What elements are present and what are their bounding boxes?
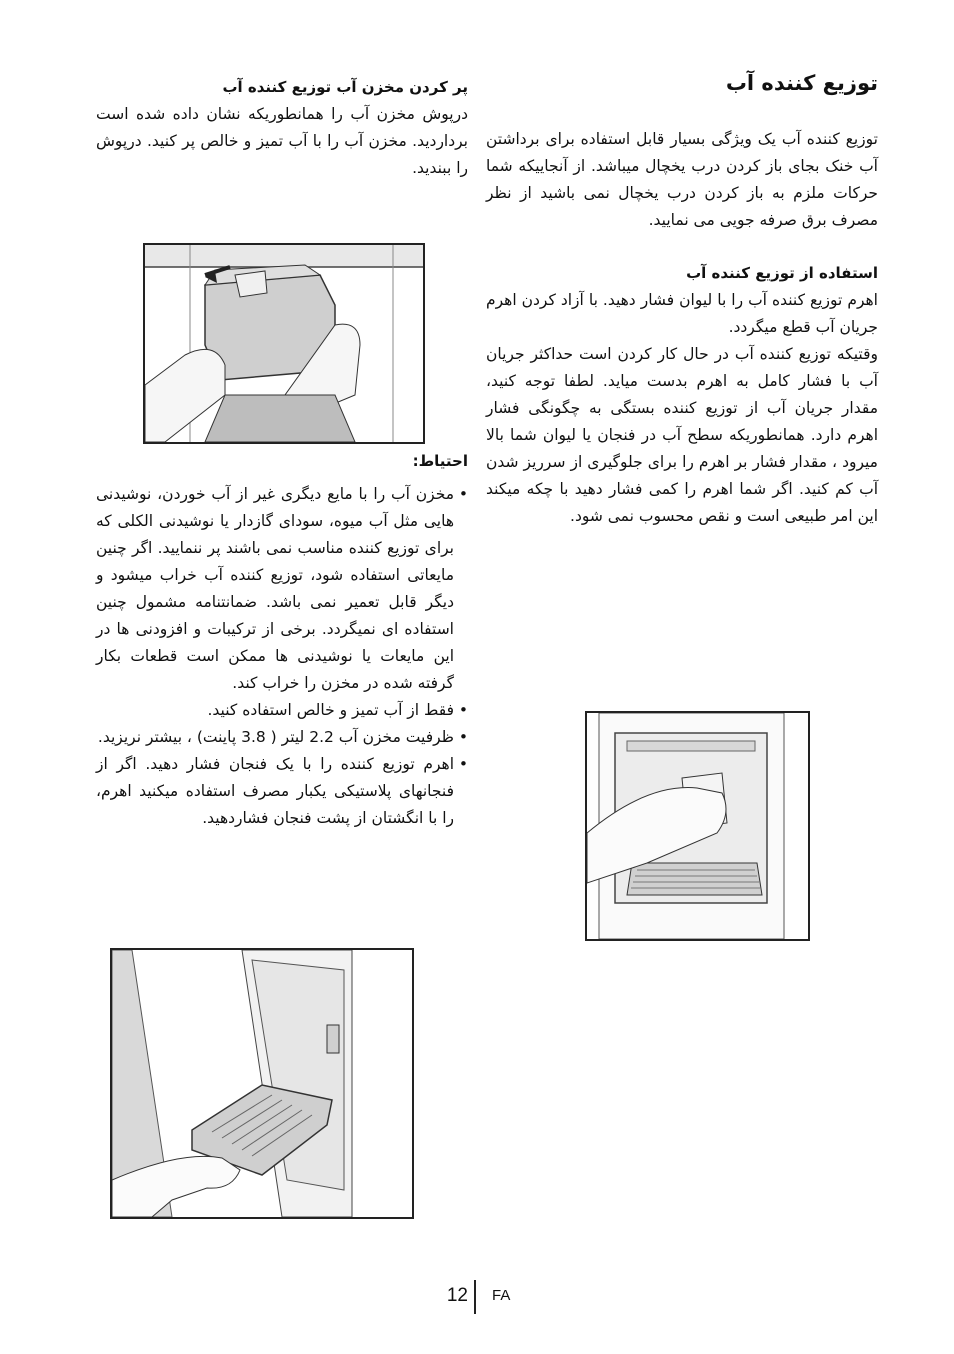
- refill-heading: پر کردن مخزن آب توزیع کننده آب: [222, 78, 468, 96]
- left-column: [96, 74, 468, 182]
- right-column: [486, 68, 878, 530]
- warning-item: • مخزن آب را با مایع دیگری غیر از آب خوردن، نوشیدنی هایی مثل آب میوه، سودای گازدار یا نوشیدنی الکلی که برای توزیع کننده مناسب نمی باشند پر ننمایید. اگر چنین مایعاتی استفاده شود، توزیع کننده آب خراب میشود و دیگر قابل تعمیر نمی باشد. ضمانتنامه مشمول چنین استفاده ای نمیگردد. برخی از ترکیبات و افزودنی ها در این مایعات یا نوشیدنی ها ممکن است قطعات بکار گرفته شده در مخزن را خراب کند.: [96, 481, 468, 697]
- tank-lid-illustration: [143, 243, 425, 444]
- refill-paragraph: درپوش مخزن آب را همانطوریکه نشان داده شده است برداردید. مخزن آب را با آب تمیز و خالص پر کنید. درپوش را ببندید.: [96, 105, 468, 177]
- usage-paragraph-2: وقتیکه توزیع کننده آب در حال کار کردن است حداکثر جریان آب با فشار کامل به اهرم بدست میاید. لطفا توجه کنید، مقدار جریان آب از توزیع کننده بستگی به چگونگی فشار اهرم دارد. همانطوریکه سطح آب در فنجان یا لیوان شما بالا میرود ، مقدار فشار بر اهرم را برای جلوگیری از سرریز شدن آب کم کنید. اگر شما اهرم را کمی فشار دهید با چکه میکند این امر طبیعی است و نقص محسوب نمی شود.: [486, 344, 878, 525]
- warnings-list: [96, 481, 468, 832]
- page-number: 12: [446, 1285, 468, 1306]
- glass-dispenser-illustration: [585, 711, 810, 941]
- warning-item: • ظرفیت مخزن آب 2.2 لیتر ( 3.8 پاینت) ، بیشتر نریزید.: [96, 724, 468, 751]
- drip-tray-illustration: [110, 948, 414, 1219]
- usage-heading: استفاده از توزیع کننده آب: [686, 263, 878, 282]
- usage-paragraph-1: اهرم توزیع کننده آب را با لیوان فشار دهید. با آزاد کردن اهرم جریان آب قطع میگردد.: [486, 290, 878, 336]
- warnings-title: احتیاط:: [412, 452, 468, 470]
- warning-item: • فقط از آب تمیز و خالص استفاده کنید.: [96, 697, 468, 724]
- section-title: توزیع کننده آب: [725, 71, 878, 95]
- footer-divider: [474, 1280, 476, 1314]
- warning-item: • اهرم توزیع کننده را با یک فنجان فشار دهید. اگر از فنجانهای پلاستیکی یکبار مصرف استفاده میکنید اهرم، را با انگشتان از پشت فنجان فشاردهید.: [96, 751, 468, 832]
- language-code: FA: [492, 1287, 511, 1304]
- intro-paragraph: توزیع کننده آب یک ویژگی بسیار قابل استفاده برای برداشتن آب خنک بجای باز کردن درب یخچال میباشد. از آنجاییکه شما حرکات ملزم به باز کردن درب یخچال نمی باشید از نظر مصرف برق صرفه جویی می نمایید.: [486, 129, 878, 229]
